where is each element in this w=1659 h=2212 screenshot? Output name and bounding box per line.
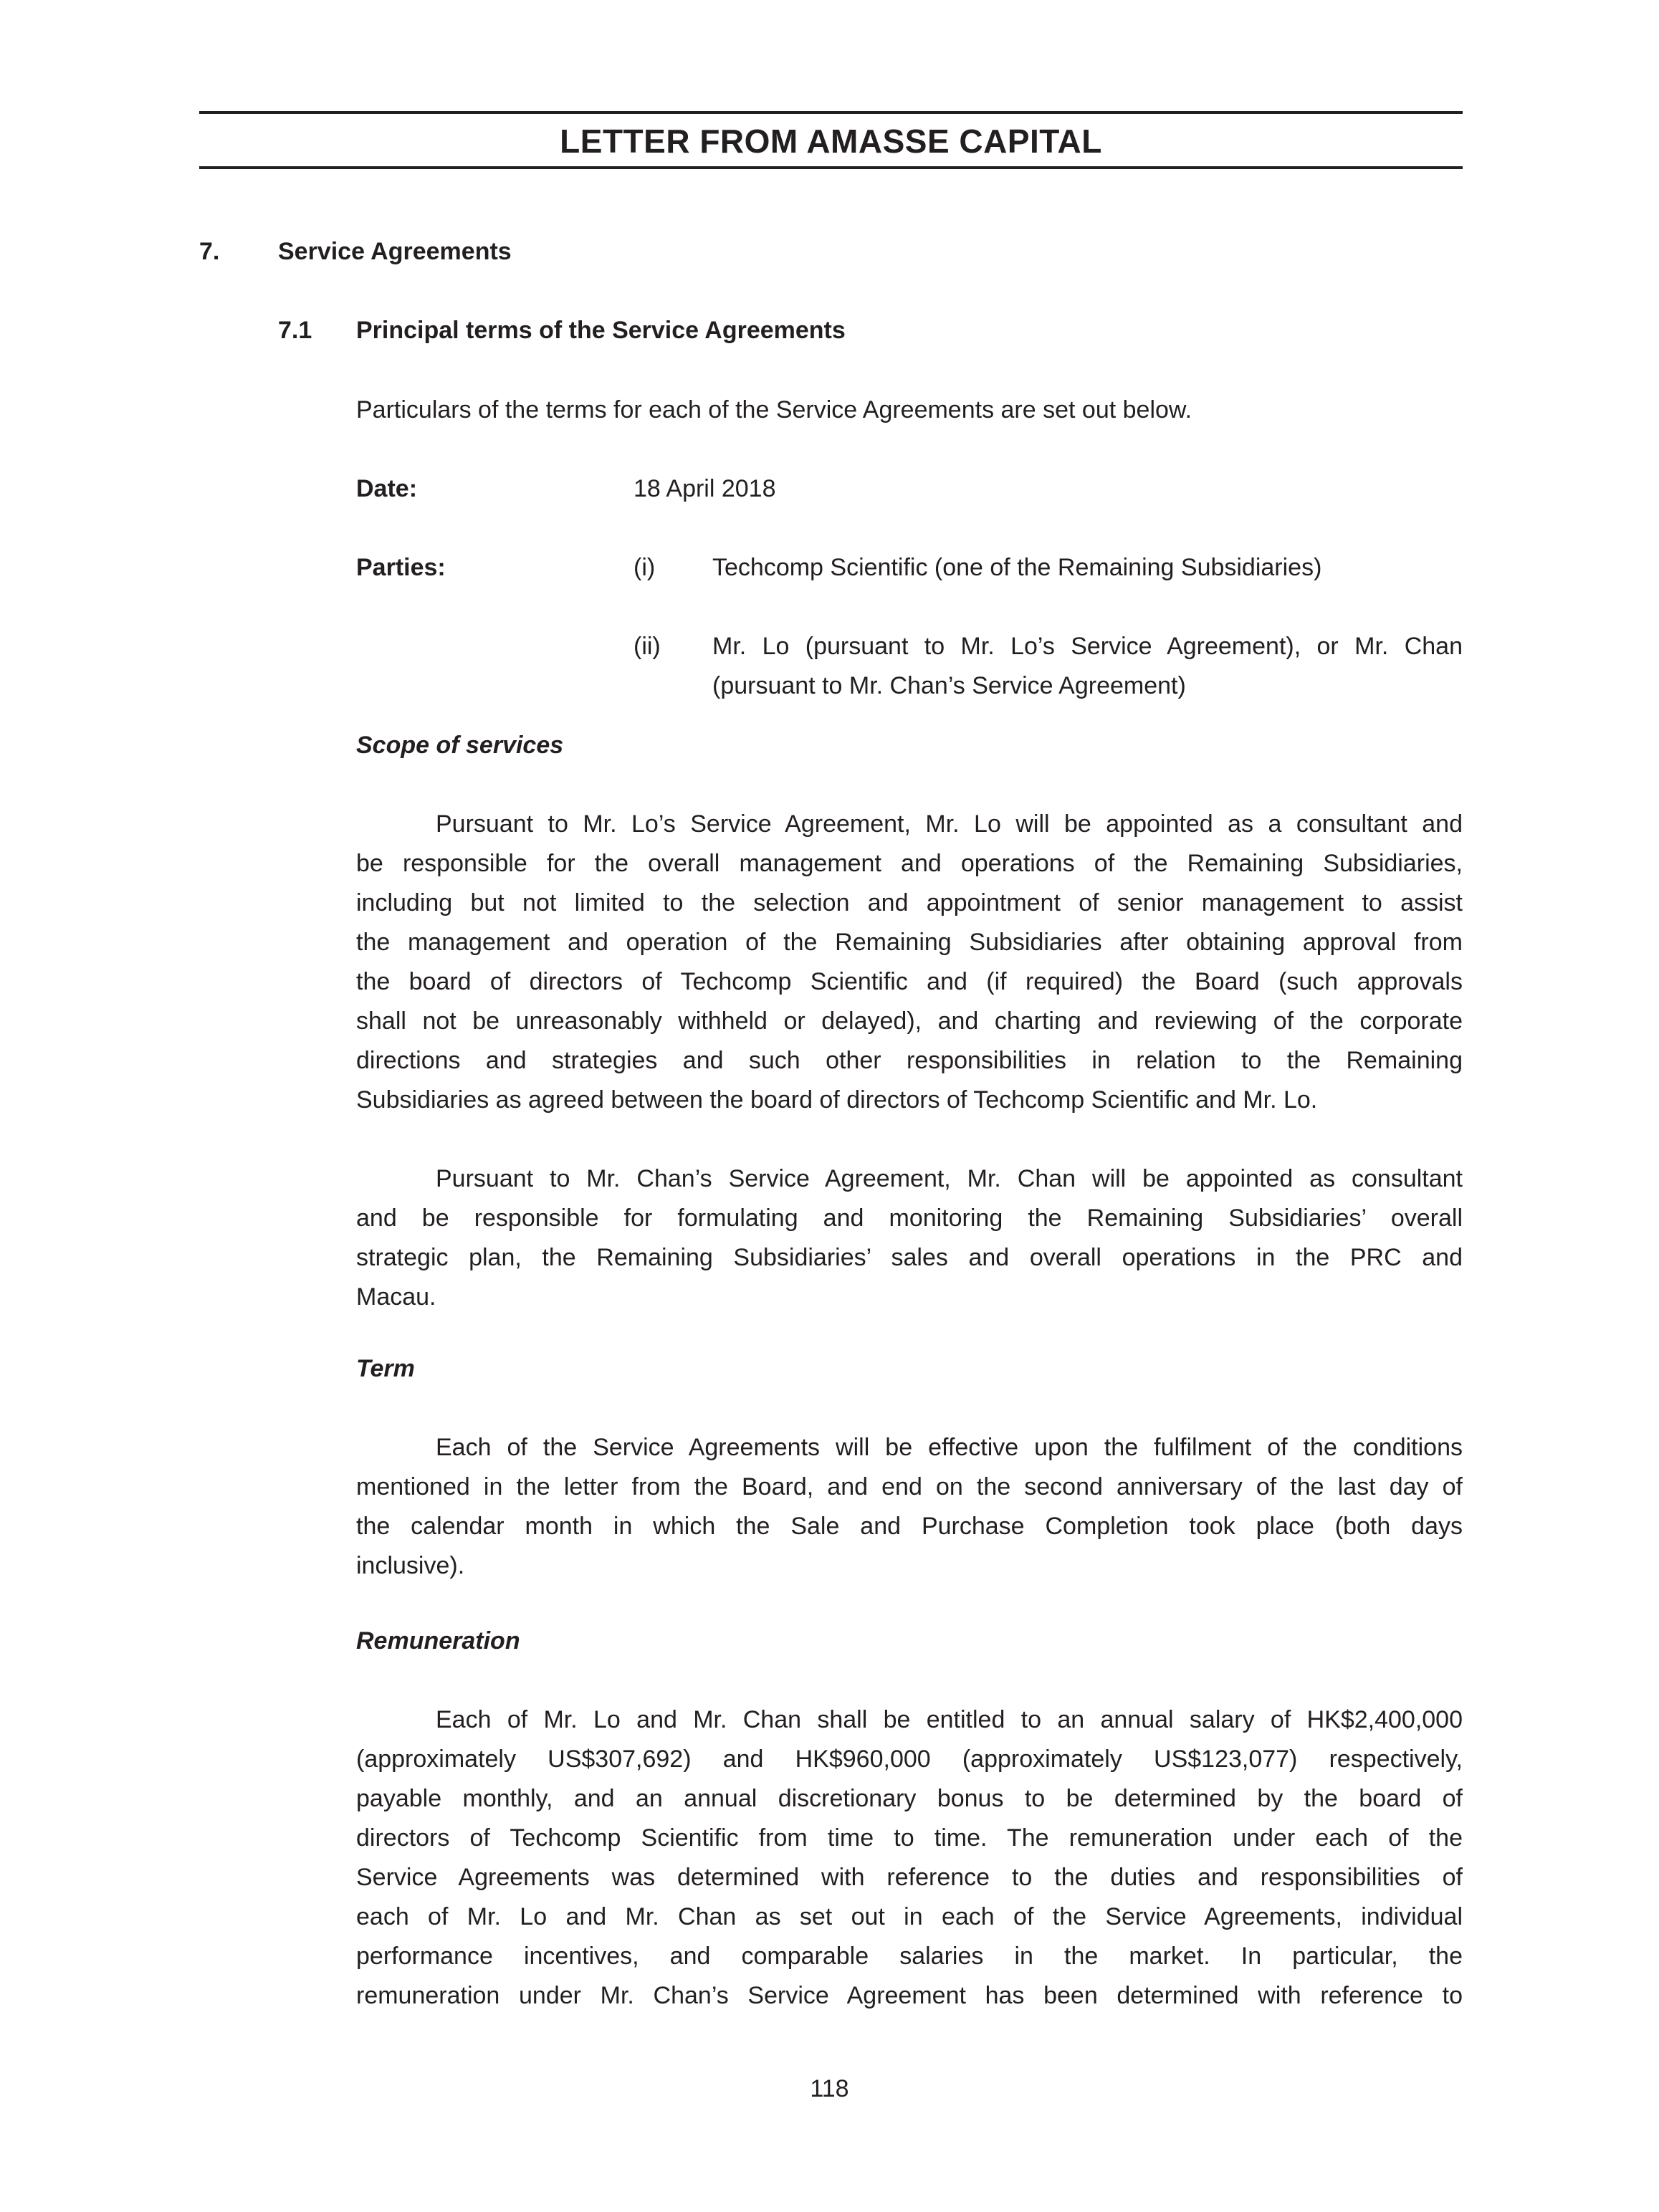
text-line: (approximately US$307,692) and HK$960,000 (approximately US$123,077) respectively, [356, 1746, 1463, 1773]
party-ii-text [712, 627, 1463, 706]
text-line: the management and operation of the Remaining Subsidiaries after obtaining approval from [356, 929, 1463, 956]
text-line: Each of the Service Agreements will be effective upon the fulfilment of the conditions [436, 1434, 1463, 1461]
header-bottom-rule [199, 166, 1463, 169]
page-number: 118 [810, 2075, 849, 2102]
text-line: payable monthly, and an annual discretionary bonus to be determined by the board of [356, 1785, 1463, 1812]
text-line: (pursuant to Mr. Chan’s Service Agreement) [712, 672, 1186, 699]
section-title: Service Agreements [278, 238, 512, 265]
remuneration-heading: Remuneration [356, 1627, 520, 1655]
text-line: directors of Techcomp Scientific from time to time. The remuneration under each of the [356, 1824, 1463, 1852]
text-line: each of Mr. Lo and Mr. Chan as set out in each of the Service Agreements, individual [356, 1903, 1463, 1930]
remuneration-paragraph [356, 1700, 1463, 2016]
text-line: mentioned in the letter from the Board, and end on the second anniversary of the last day of [356, 1473, 1463, 1500]
text-line: inclusive). [356, 1552, 465, 1579]
text-line: including but not limited to the selection and appointment of senior management to assist [356, 889, 1463, 916]
text-line: Each of Mr. Lo and Mr. Chan shall be entitled to an annual salary of HK$2,400,000 [436, 1706, 1463, 1733]
header-top-rule [199, 111, 1463, 114]
subsection-number: 7.1 [278, 317, 312, 344]
subsection-title: Principal terms of the Service Agreements [356, 317, 846, 344]
text-line: be responsible for the overall management and operations of the Remaining Subsidiaries, [356, 850, 1463, 877]
text-line: and be responsible for formulating and monitoring the Remaining Subsidiaries’ overall [356, 1205, 1463, 1232]
text-line: Pursuant to Mr. Chan’s Service Agreement, Mr. Chan will be appointed as consultant [436, 1165, 1463, 1192]
text-line: performance incentives, and comparable salaries in the market. In particular, the [356, 1943, 1463, 1970]
intro-text: Particulars of the terms for each of the Service Agreements are set out below. [356, 396, 1192, 423]
term-heading: Term [356, 1355, 415, 1382]
date-label: Date: [356, 475, 418, 502]
text-line: the board of directors of Techcomp Scientific and (if required) the Board (such approvals [356, 968, 1463, 995]
section-number: 7. [199, 238, 220, 265]
text-line: Mr. Lo (pursuant to Mr. Lo’s Service Agreement), or Mr. Chan [712, 633, 1463, 660]
scope-heading: Scope of services [356, 732, 564, 759]
party-marker-i: (i) [634, 554, 656, 581]
date-value: 18 April 2018 [634, 475, 776, 502]
text-line: strategic plan, the Remaining Subsidiaries’ sales and overall operations in the PRC and [356, 1244, 1463, 1271]
scope-paragraph-2 [356, 1159, 1463, 1317]
text-line: Subsidiaries as agreed between the board of directors of Techcomp Scientific and Mr. Lo. [356, 1086, 1318, 1114]
party-marker-ii: (ii) [634, 633, 661, 660]
text-line: Macau. [356, 1283, 436, 1311]
text-line: the calendar month in which the Sale and Purchase Completion took place (both days [356, 1513, 1463, 1540]
scope-paragraph-1 [356, 805, 1463, 1120]
text-line: remuneration under Mr. Chan’s Service Agreement has been determined with reference to [356, 1982, 1463, 2009]
text-line: Service Agreements was determined with reference to the duties and responsibilities of [356, 1864, 1463, 1891]
text-line: Pursuant to Mr. Lo’s Service Agreement, Mr. Lo will be appointed as a consultant and [436, 810, 1463, 838]
term-paragraph [356, 1428, 1463, 1586]
text-line: directions and strategies and such other responsibilities in relation to the Remaining [356, 1047, 1463, 1074]
text-line: shall not be unreasonably withheld or delayed), and charting and reviewing of the corporate [356, 1007, 1463, 1035]
page-header-title: LETTER FROM AMASSE CAPITAL [560, 123, 1102, 160]
party-i-text: Techcomp Scientific (one of the Remaining Subsidiaries) [712, 554, 1322, 581]
parties-label: Parties: [356, 554, 446, 581]
